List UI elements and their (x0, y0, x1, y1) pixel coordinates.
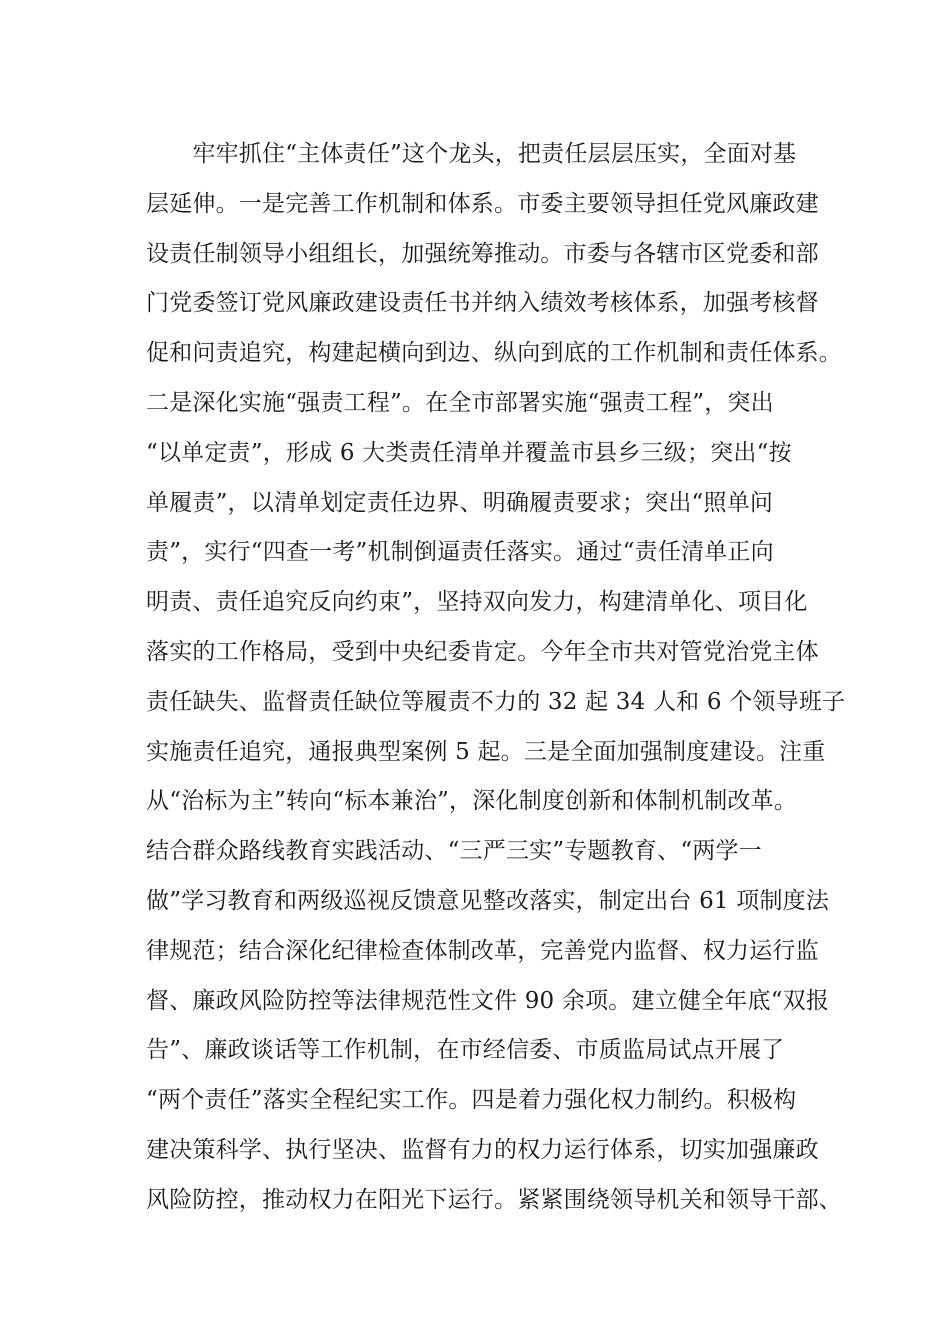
text-line: 责任缺失、监督责任缺位等履责不力的 32 起 34 人和 6 个领导班子 (146, 688, 846, 715)
text-line: 从“治标为主”转向“标本兼治”，深化制度创新和体制机制改革。 (146, 788, 798, 815)
text-line: “以单定责”，形成 6 大类责任清单并覆盖市县乡三级；突出“按 (146, 439, 792, 466)
text-line: 建决策科学、执行坚决、监督有力的权力运行体系，切实加强廉政 (146, 1136, 819, 1163)
text-line: 单履责”，以清单划定责任边界、明确履责要求；突出“照单问 (146, 489, 774, 516)
text-line: “两个责任”落实全程纪实工作。四是着力强化权力制约。积极构 (146, 1087, 797, 1114)
text-line: 实施责任追究，通报典型案例 5 起。三是全面加强制度建设。注重 (146, 738, 826, 765)
text-line: 门党委签订党风廉政建设责任书并纳入绩效考核体系，加强考核督 (146, 290, 819, 317)
text-line: 明责、责任追究反向约束”，坚持双向发力，构建清单化、项目化 (146, 589, 808, 616)
text-line: 层延伸。一是完善工作机制和体系。市委主要领导担任党风廉政建 (146, 190, 819, 217)
text-line: 做”学习教育和两级巡视反馈意见整改落实，制定出台 61 项制度法 (146, 887, 830, 914)
text-line: 二是深化实施“强责工程”。在全市部署实施“强责工程”，突出 (146, 389, 774, 416)
text-line: 责”，实行“四查一考”机制倒逼责任落实。通过“责任清单正向 (146, 539, 774, 566)
text-line: 落实的工作格局，受到中央纪委肯定。今年全市共对管党治党主体 (146, 638, 819, 665)
text-line: 告”、廉政谈话等工作机制，在市经信委、市质监局试点开展了 (146, 1037, 785, 1064)
text-line: 牢牢抓住“主体责任”这个龙头，把责任层层压实，全面对基 (146, 141, 797, 167)
text-line: 设责任制领导小组组长，加强统筹推动。市委与各辖市区党委和部 (146, 240, 819, 267)
text-line: 律规范；结合深化纪律检查体制改革，完善党内监督、权力运行监 (146, 937, 819, 964)
body-paragraph (146, 130, 846, 1226)
text-line: 督、廉政风险防控等法律规范性文件 90 余项。建立健全年底“双报 (146, 987, 830, 1014)
text-line: 风险防控，推动权力在阳光下运行。紧紧围绕领导机关和领导干部、 (146, 1186, 842, 1213)
text-line: 促和问责追究，构建起横向到边、纵向到底的工作机制和责任体系。 (146, 340, 842, 367)
text-line: 结合群众路线教育实践活动、“三严三实”专题教育、“两学一 (146, 838, 762, 865)
